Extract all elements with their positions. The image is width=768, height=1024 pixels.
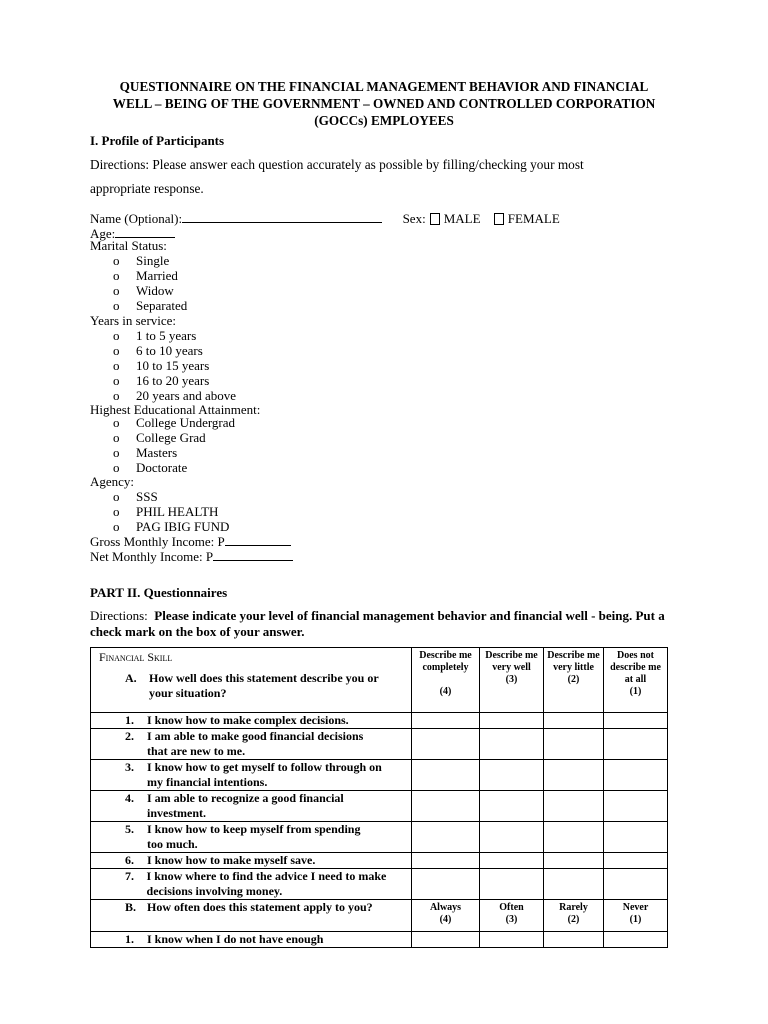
answer-cell[interactable] <box>412 869 480 900</box>
table-row: 6. I know how to make myself save. <box>91 853 668 869</box>
answer-cell[interactable] <box>412 822 480 853</box>
title-line-3: (GOCCs) EMPLOYEES <box>314 113 454 128</box>
answer-cell[interactable] <box>480 760 544 791</box>
table-row: 1. I know when I do not have enough <box>91 932 668 948</box>
answer-cell[interactable] <box>412 932 480 948</box>
answer-cell[interactable] <box>480 729 544 760</box>
marital-label: Marital Status: <box>90 238 167 253</box>
section-b-cell <box>91 900 412 932</box>
answer-cell[interactable] <box>544 853 604 869</box>
education-option[interactable]: o Doctorate <box>113 460 188 475</box>
part1-directions-line1: Directions: Please answer each question accurately as possible by filling/checking your most <box>90 157 584 172</box>
net-income-label: Net Monthly Income: P <box>90 549 214 564</box>
answer-cell[interactable] <box>544 822 604 853</box>
answer-cell[interactable] <box>604 760 668 791</box>
name-label: Name (Optional): <box>90 211 183 226</box>
answer-cell[interactable] <box>544 713 604 729</box>
item-text: I know when I do not have enough <box>147 932 324 946</box>
marital-option[interactable]: o Single <box>113 253 170 268</box>
section-a-question: How well does this statement describe you or your situation? <box>149 671 379 700</box>
answer-cell[interactable] <box>544 791 604 822</box>
section-a-letter: A. <box>125 671 137 685</box>
answer-cell[interactable] <box>604 869 668 900</box>
answer-cell[interactable] <box>544 869 604 900</box>
answer-cell[interactable] <box>480 791 544 822</box>
table-row: 4. I am able to recognize a good financial investment. <box>91 791 668 822</box>
table-header-row-a <box>91 648 668 713</box>
column-header: Describe me completely (4) <box>412 648 480 713</box>
education-option[interactable]: o Masters <box>113 445 178 460</box>
age-field[interactable] <box>115 226 175 238</box>
sex-label: Sex: <box>402 211 426 226</box>
marital-option[interactable]: o Widow <box>113 283 174 298</box>
table-row: 5. I know how to keep myself from spending too much. <box>91 822 668 853</box>
agency-option[interactable]: o SSS <box>113 489 158 504</box>
answer-cell[interactable] <box>412 713 480 729</box>
answer-cell[interactable] <box>480 869 544 900</box>
net-income-row <box>90 549 293 564</box>
answer-cell[interactable] <box>544 932 604 948</box>
net-income-field[interactable] <box>213 549 293 561</box>
answer-cell[interactable] <box>604 729 668 760</box>
financial-skill-table <box>90 647 668 948</box>
years-label: Years in service: <box>90 313 177 328</box>
female-checkbox[interactable] <box>494 213 504 225</box>
years-option[interactable]: o 20 years and above <box>113 388 236 403</box>
agency-label: Agency: <box>90 474 135 489</box>
name-field[interactable] <box>182 211 382 223</box>
agency-option[interactable]: o PHIL HEALTH <box>113 504 219 519</box>
years-option[interactable]: o 10 to 15 years <box>113 358 210 373</box>
column-header: Always (4) <box>412 900 480 932</box>
answer-cell[interactable] <box>544 729 604 760</box>
answer-cell[interactable] <box>412 729 480 760</box>
male-label: MALE <box>443 211 481 226</box>
answer-cell[interactable] <box>480 853 544 869</box>
answer-cell[interactable] <box>412 853 480 869</box>
years-option[interactable]: o 6 to 10 years <box>113 343 203 358</box>
section-b-question: How often does this statement apply to you? <box>147 900 373 914</box>
age-label: Age: <box>90 226 116 241</box>
title-line-1: QUESTIONNAIRE ON THE FINANCIAL MANAGEMENT BEHAVIOR AND FINANCIAL <box>119 79 649 94</box>
answer-cell[interactable] <box>412 791 480 822</box>
answer-cell[interactable] <box>604 932 668 948</box>
marital-option[interactable]: o Married <box>113 268 178 283</box>
financial-skill-label: Financial Skill <box>99 650 173 664</box>
column-header: Rarely (2) <box>544 900 604 932</box>
education-option[interactable]: o College Undergrad <box>113 415 236 430</box>
answer-cell[interactable] <box>480 822 544 853</box>
column-header: Often (3) <box>480 900 544 932</box>
table-row: 2. I am able to make good financial decisions that are new to me. <box>91 729 668 760</box>
column-header: Describe me very little (2) <box>544 648 604 713</box>
section-a-cell <box>91 648 412 713</box>
part2-directions <box>90 608 690 640</box>
item-text: I am able to recognize a good financial investment. <box>147 791 344 820</box>
item-text: I know how to get myself to follow through on my financial intentions. <box>147 760 382 789</box>
gross-income-row <box>90 534 291 549</box>
years-option[interactable]: o 1 to 5 years <box>113 328 197 343</box>
item-text: I know how to keep myself from spending too much. <box>147 822 361 851</box>
answer-cell[interactable] <box>480 932 544 948</box>
part2-directions-text: Please indicate your level of financial management behavior and financial well - being. Put a check mark on the box of your answer. <box>90 608 665 639</box>
column-header: Describe me very well (3) <box>480 648 544 713</box>
education-label: Highest Educational Attainment: <box>90 402 261 417</box>
table-row: 3. I know how to get myself to follow through on my financial intentions. <box>91 760 668 791</box>
item-text: I know how to make myself save. <box>147 853 316 867</box>
answer-cell[interactable] <box>604 822 668 853</box>
column-header: Never (1) <box>604 900 668 932</box>
answer-cell[interactable] <box>604 853 668 869</box>
title-line-2: WELL – BEING OF THE GOVERNMENT – OWNED AND CONTROLLED CORPORATION <box>112 96 656 111</box>
name-row <box>90 211 560 226</box>
education-option[interactable]: o College Grad <box>113 430 206 445</box>
answer-cell[interactable] <box>412 760 480 791</box>
answer-cell[interactable] <box>604 713 668 729</box>
part2-directions-prefix: Directions: <box>90 608 155 623</box>
column-header: Does not describe me at all (1) <box>604 648 668 713</box>
agency-option[interactable]: o PAG IBIG FUND <box>113 519 230 534</box>
years-option[interactable]: o 16 to 20 years <box>113 373 210 388</box>
table-row: 7. I know where to find the advice I need to make decisions involving money. <box>91 869 668 900</box>
answer-cell[interactable] <box>544 760 604 791</box>
document-title <box>90 78 678 129</box>
part1-heading: I. Profile of Participants <box>90 133 225 148</box>
female-label: FEMALE <box>507 211 560 226</box>
answer-cell[interactable] <box>480 713 544 729</box>
part2-heading: PART II. Questionnaires <box>90 585 228 600</box>
item-text: I know how to make complex decisions. <box>147 713 349 727</box>
answer-cell[interactable] <box>604 791 668 822</box>
gross-income-field[interactable] <box>225 534 291 546</box>
table-row: 1. I know how to make complex decisions. <box>91 713 668 729</box>
marital-option[interactable]: o Separated <box>113 298 188 313</box>
item-text: I know where to find the advice I need to make decisions involving money. <box>146 869 387 898</box>
gross-income-label: Gross Monthly Income: P <box>90 534 225 549</box>
section-b-letter: B. <box>125 900 137 914</box>
male-checkbox[interactable] <box>430 213 440 225</box>
part1-directions-line2: appropriate response. <box>90 181 204 196</box>
item-text: I am able to make good financial decisions that are new to me. <box>147 729 364 758</box>
table-header-row-b <box>91 900 668 932</box>
